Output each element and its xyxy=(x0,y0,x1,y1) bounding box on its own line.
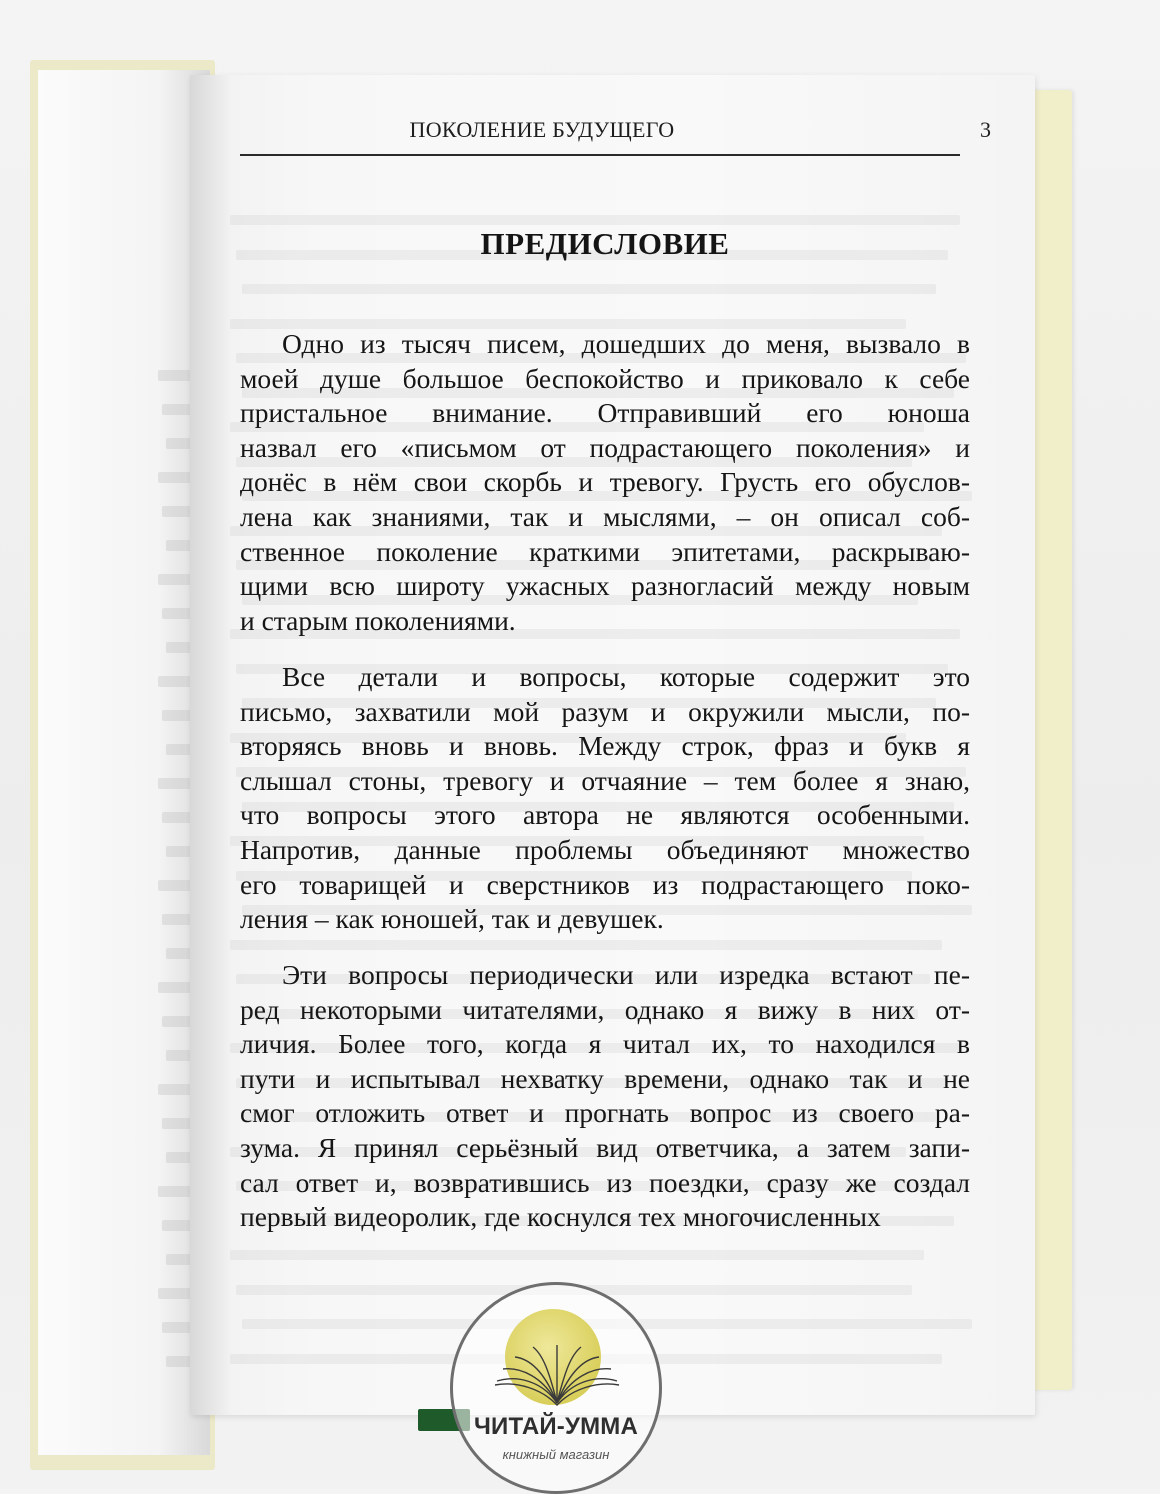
left-page xyxy=(38,70,210,1455)
text-line: щими всю широту ужасных разногласий между новым xyxy=(240,570,970,602)
text-line: что вопросы этого автора не являются особенными. xyxy=(240,799,970,831)
header-rule xyxy=(240,154,960,156)
running-header: ПОКОЛЕНИЕ БУДУЩЕГО xyxy=(409,117,675,142)
bleed-stroke xyxy=(242,284,936,294)
text-line: ред некоторыми читателями, однако я вижу в них от- xyxy=(240,993,970,1025)
chapter-title: ПРЕДИСЛОВИЕ xyxy=(480,226,730,261)
text-line: смог отложить ответ и прогнать вопрос из своего ра- xyxy=(240,1097,970,1129)
store-subtitle: книжный магазин xyxy=(502,1447,610,1462)
paragraph-1 xyxy=(240,327,970,638)
text-line: назвал его «письмом от подрастающего поколения» и xyxy=(240,431,970,463)
bleed-stroke xyxy=(230,215,960,225)
text-line: Эти вопросы периодически или изредка встают пе- xyxy=(282,959,970,990)
open-book-icon xyxy=(487,1341,627,1411)
page-number: 3 xyxy=(980,117,991,142)
text-line: Все детали и вопросы, которые содержит это xyxy=(282,661,970,692)
text-line: донёс в нём свои скорбь и тревогу. Грусть его обуслов- xyxy=(240,466,970,498)
text-line: моей душе большое беспокойство и приковало к себе xyxy=(240,362,970,394)
text-line: первый видеоролик, где коснулся тех многочисленных xyxy=(240,1201,881,1233)
paragraph-3 xyxy=(240,958,970,1235)
text-line: его товарищей и сверстников из подрастающего поко- xyxy=(240,868,970,900)
text-line: ления – как юношей, так и девушек. xyxy=(240,903,664,935)
text-line: письмо, захватили мой разум и окружили мысли, по- xyxy=(240,695,970,727)
text-line: ственное поколение краткими эпитетами, раскрываю- xyxy=(240,535,970,567)
paragraph-2 xyxy=(240,660,970,937)
text-line: пристальное внимание. Отправивший его юноша xyxy=(240,397,970,429)
text-line: Напротив, данные проблемы объединяют множество xyxy=(240,833,970,865)
text-line: зума. Я принял серьёзный вид ответчика, а затем запи- xyxy=(240,1131,970,1163)
store-logo-watermark xyxy=(450,1282,662,1494)
text-line: пути и испытывал нехватку времени, однако так и не xyxy=(240,1062,970,1094)
text-line: сал ответ и, возвратившись из поездки, сразу же создал xyxy=(240,1166,970,1198)
text-line: и старым поколениями. xyxy=(240,604,516,636)
bleed-stroke xyxy=(230,940,942,950)
text-line: Одно из тысяч писем, дошедших до меня, вызвало в xyxy=(282,328,970,359)
left-page-bleed-through xyxy=(38,70,210,1455)
store-name: ЧИТАЙ-УММА xyxy=(473,1413,639,1440)
text-line: слышал стоны, тревогу и отчаяние – тем более я знаю, xyxy=(240,764,970,796)
text-line: лена как знаниями, так и мыслями, – он описал соб- xyxy=(240,500,970,532)
text-line: вторяясь вновь и вновь. Между строк, фраз и букв я xyxy=(240,730,970,762)
text-line: личия. Более того, когда я читал их, то находился в xyxy=(240,1028,970,1060)
bleed-stroke xyxy=(230,1250,924,1260)
